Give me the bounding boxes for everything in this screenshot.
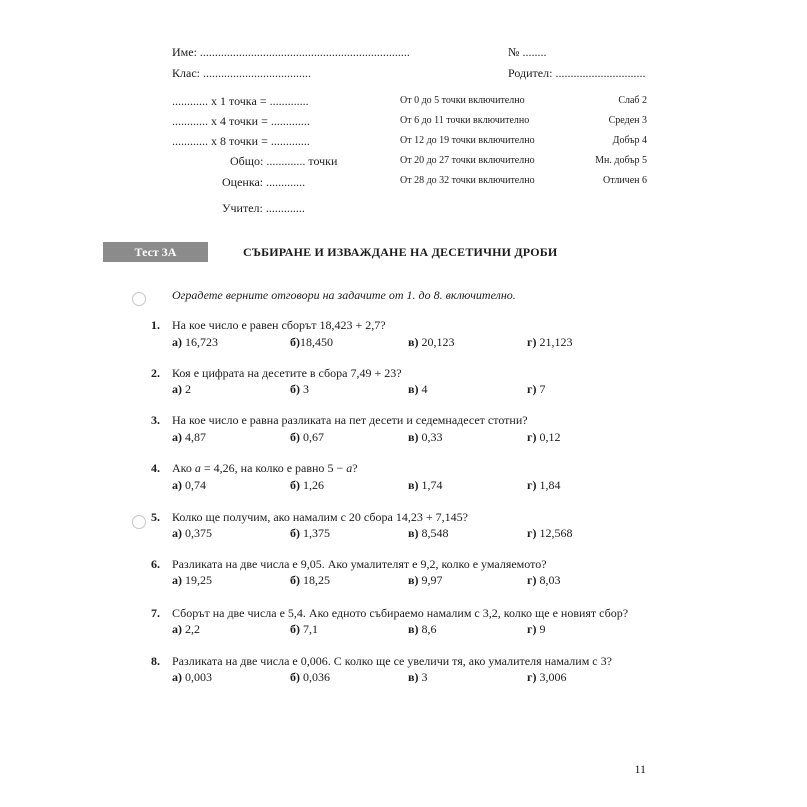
student-name-label: Име: <box>172 45 197 59</box>
class-field <box>172 66 311 80</box>
answer-value: 8,03 <box>539 573 561 587</box>
question-number: 8. <box>151 654 160 668</box>
answer-label: в) <box>408 478 419 492</box>
answer-value: 4,87 <box>185 430 206 444</box>
answer-value: 8,6 <box>421 622 437 636</box>
answer-label: а) <box>172 335 182 349</box>
grade-range-5: От 28 до 32 точки включително <box>400 175 535 186</box>
answer-value: 0,12 <box>539 430 561 444</box>
answer-value: 0,375 <box>185 526 212 540</box>
answer-option-a <box>172 526 212 540</box>
math-variable: a <box>194 461 201 475</box>
grade-range-4: От 20 до 27 точки включително <box>400 155 535 166</box>
total-blank: ............. <box>266 154 306 168</box>
question-number: 5. <box>151 510 160 524</box>
teacher-field <box>222 201 305 215</box>
question-number: 1. <box>151 318 160 332</box>
answer-value: 8,548 <box>421 526 449 540</box>
question-text-part: ? <box>352 461 358 475</box>
punch-hole-circle <box>132 515 146 529</box>
answer-option-c <box>408 382 427 396</box>
question-text-part: Колко ще получим, ако намалим с 20 сбора <box>172 510 396 524</box>
grade-mark-1: Слаб 2 <box>618 95 647 106</box>
answer-option-b <box>290 382 309 396</box>
answer-label: г) <box>527 382 537 396</box>
answer-option-c <box>408 526 448 540</box>
score-multiplier: x 4 точки = <box>211 114 268 128</box>
answer-option-a <box>172 430 206 444</box>
question-text-part: ? <box>380 318 386 332</box>
answer-label: в) <box>408 430 419 444</box>
answer-label: б) <box>290 335 300 349</box>
parent-field <box>508 66 645 80</box>
answer-label: б) <box>290 382 300 396</box>
answer-option-d <box>527 382 545 396</box>
answer-label: б) <box>290 573 300 587</box>
score-result-blank: ............. <box>269 94 309 108</box>
answer-option-d <box>527 573 560 587</box>
question-text: Разликата на две числа е 9,05. Ако умалителят е 9,2, колко е умаляемото? <box>172 557 547 571</box>
answer-label: б) <box>290 670 300 684</box>
score-row-1 <box>172 94 309 108</box>
answer-option-c <box>408 430 442 444</box>
answer-option-d <box>527 430 560 444</box>
question-text: Сборът на две числа е 5,4. Ако едното събираемо намалим с 3,2, колко ще е новият сбор? <box>172 606 629 620</box>
question-text <box>172 510 468 524</box>
answer-value: 0,003 <box>185 670 212 684</box>
math-expression: 5 − <box>327 461 347 475</box>
answer-value: 2,2 <box>185 622 200 636</box>
grade-range-2: От 6 до 11 точки включително <box>400 115 530 126</box>
answer-option-b <box>290 430 324 444</box>
answer-option-c <box>408 622 436 636</box>
answer-option-a <box>172 622 200 636</box>
answer-value: 7,1 <box>303 622 318 636</box>
test-title: СЪБИРАНЕ И ИЗВАЖДАНЕ НА ДЕСЕТИЧНИ ДРОБИ <box>243 245 558 259</box>
score-row-2 <box>172 114 310 128</box>
question-text-part: Ако <box>172 461 195 475</box>
answer-label: г) <box>527 622 537 636</box>
answer-value: 12,568 <box>539 526 573 540</box>
punch-hole-circle <box>132 292 146 306</box>
answer-value: 3 <box>303 382 309 396</box>
math-expression: = 4,26 <box>200 461 235 475</box>
parent-blank: .............................. <box>555 66 646 80</box>
grade-mark-3: Добър 4 <box>612 135 647 146</box>
score-total <box>230 154 337 168</box>
answer-option-c <box>408 670 427 684</box>
score-count-blank: ............ <box>172 134 208 148</box>
instruction-text: Оградете верните отговори на задачите от 1. до 8. включително. <box>172 288 516 302</box>
answer-value: 3 <box>421 670 428 684</box>
score-result-blank: ............. <box>270 114 310 128</box>
answer-label: б) <box>290 478 300 492</box>
answer-label: г) <box>527 335 537 349</box>
math-expression: 18,423 + 2,7 <box>319 318 381 332</box>
grade-field <box>222 175 305 189</box>
question-text <box>172 366 402 380</box>
answer-option-a <box>172 335 218 349</box>
total-unit: точки <box>308 154 338 168</box>
student-name-blank: ...................................................................... <box>199 45 410 59</box>
question-number: 4. <box>151 461 160 475</box>
answer-option-c <box>408 335 454 349</box>
answer-label: в) <box>408 670 419 684</box>
math-expression: 7,49 + 23 <box>350 366 397 380</box>
answer-value: 1,375 <box>303 526 330 540</box>
answer-value: 1,26 <box>303 478 324 492</box>
teacher-label: Учител: <box>222 201 263 215</box>
score-multiplier: x 8 точки = <box>211 134 268 148</box>
answer-label: в) <box>408 335 419 349</box>
grade-mark-4: Мн. добър 5 <box>595 155 647 166</box>
class-label: Клас: <box>172 66 200 80</box>
question-text <box>172 318 386 332</box>
grade-blank: ............. <box>266 175 306 189</box>
answer-option-a <box>172 573 212 587</box>
math-expression: 14,23 + 7,145 <box>395 510 463 524</box>
answer-label: а) <box>172 430 182 444</box>
answer-label: б) <box>290 430 300 444</box>
answer-value: 0,67 <box>303 430 324 444</box>
answer-label: а) <box>172 526 182 540</box>
answer-value: 2 <box>185 382 191 396</box>
answer-option-d <box>527 478 560 492</box>
score-row-3 <box>172 134 310 148</box>
answer-value: 19,25 <box>185 573 212 587</box>
student-number-label: № <box>508 45 520 59</box>
question-text-part: На кое число е равен сборът <box>172 318 320 332</box>
answer-option-a <box>172 382 191 396</box>
answer-option-b <box>290 478 324 492</box>
answer-option-c <box>408 573 442 587</box>
answer-value: 18,450 <box>300 335 333 349</box>
class-blank: .................................... <box>202 66 311 80</box>
answer-option-a <box>172 478 206 492</box>
answer-label: г) <box>527 526 537 540</box>
answer-label: а) <box>172 478 182 492</box>
teacher-blank: ............. <box>265 201 305 215</box>
question-number: 6. <box>151 557 160 571</box>
answer-value: 1,74 <box>421 478 443 492</box>
answer-label: а) <box>172 573 182 587</box>
question-number: 3. <box>151 413 160 427</box>
answer-option-b <box>290 670 330 684</box>
grade-label: Оценка: <box>222 175 264 189</box>
answer-value: 4 <box>421 382 428 396</box>
answer-value: 9,97 <box>421 573 443 587</box>
question-text: Разликата на две числа е 0,006. С колко ще се увеличи тя, ако умалителя намалим с 3? <box>172 654 612 668</box>
page-number: 11 <box>634 762 646 776</box>
score-multiplier: x 1 точка = <box>211 94 267 108</box>
answer-label: г) <box>527 670 537 684</box>
answer-label: б) <box>290 526 300 540</box>
question-number: 7. <box>151 606 160 620</box>
answer-label: б) <box>290 622 300 636</box>
answer-value: 18,25 <box>303 573 330 587</box>
answer-label: в) <box>408 382 419 396</box>
question-text-part: , на колко е равно <box>234 461 328 475</box>
answer-option-a <box>172 670 212 684</box>
answer-option-d <box>527 526 572 540</box>
answer-value: 3,006 <box>539 670 567 684</box>
question-text: На кое число е равна разликата на пет десети и седемнадесет стотни? <box>172 413 528 427</box>
answer-label: г) <box>527 573 537 587</box>
answer-option-d <box>527 670 566 684</box>
answer-value: 0,33 <box>421 430 443 444</box>
score-count-blank: ............ <box>172 94 208 108</box>
answer-option-d <box>527 622 545 636</box>
grade-mark-5: Отличен 6 <box>602 175 647 186</box>
answer-value: 21,123 <box>539 335 573 349</box>
answer-option-c <box>408 478 442 492</box>
answer-option-b <box>290 526 330 540</box>
answer-value: 1,84 <box>539 478 561 492</box>
answer-option-b <box>290 622 318 636</box>
answer-value: 16,723 <box>185 335 218 349</box>
answer-value: 0,74 <box>185 478 206 492</box>
answer-value: 20,123 <box>421 335 455 349</box>
question-text-part: ? <box>462 510 468 524</box>
parent-label: Родител: <box>508 66 553 80</box>
answer-option-b <box>290 573 330 587</box>
answer-value: 9 <box>539 622 546 636</box>
score-result-blank: ............. <box>270 134 310 148</box>
answer-label: а) <box>172 382 182 396</box>
question-text-part: ? <box>396 366 402 380</box>
answer-option-b <box>290 335 333 349</box>
question-text <box>172 461 358 475</box>
student-name-field <box>172 45 410 59</box>
score-count-blank: ............ <box>172 114 208 128</box>
answer-label: г) <box>527 478 537 492</box>
student-number-blank: ........ <box>522 45 547 59</box>
answer-label: а) <box>172 670 182 684</box>
answer-value: 0,036 <box>303 670 330 684</box>
student-number-field <box>508 45 546 59</box>
answer-label: в) <box>408 622 419 636</box>
answer-option-d <box>527 335 572 349</box>
answer-label: а) <box>172 622 182 636</box>
answer-label: г) <box>527 430 537 444</box>
question-text-part: Коя е цифрата на десетите в сбора <box>172 366 351 380</box>
grade-range-3: От 12 до 19 точки включително <box>400 135 535 146</box>
question-number: 2. <box>151 366 160 380</box>
grade-range-1: От 0 до 5 точки включително <box>400 95 525 106</box>
grade-mark-2: Среден 3 <box>608 115 647 126</box>
total-label: Общо: <box>230 154 264 168</box>
answer-label: в) <box>408 526 419 540</box>
answer-label: в) <box>408 573 419 587</box>
answer-value: 7 <box>539 382 546 396</box>
test-badge: Тест 3А <box>103 242 208 262</box>
math-variable: a <box>346 461 353 475</box>
